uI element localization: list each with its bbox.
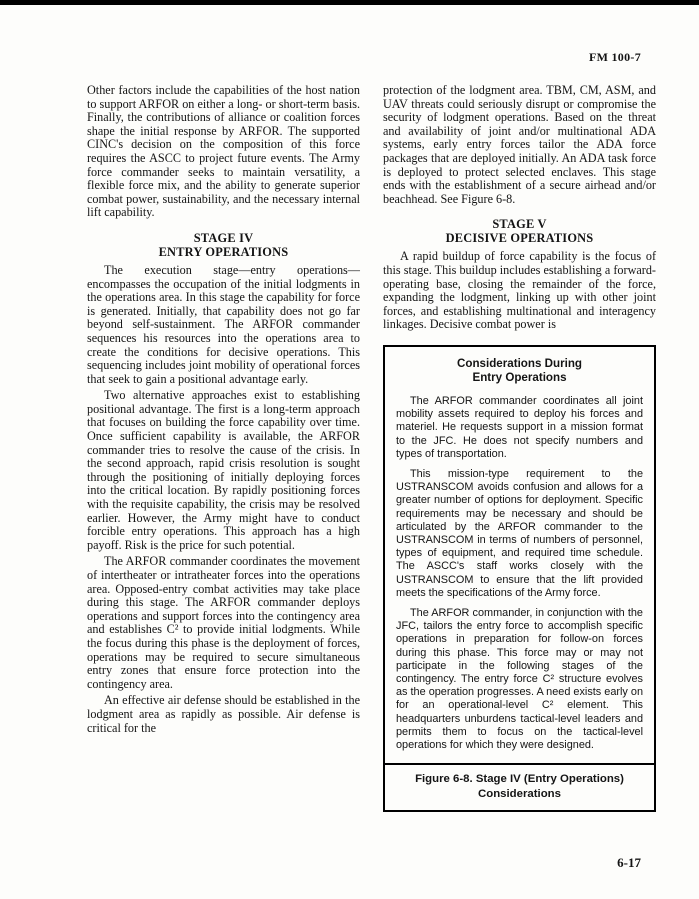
doc-reference: FM 100-7 — [588, 50, 641, 64]
considerations-box-body — [385, 347, 654, 763]
paragraph-execution-stage: The execution stage—entry operations—encompasses the occupation of the initial lodgments in the operations area. In this stage the capability for force is generated. Initially, that capability does not go far beyond self-sustainment. The ARFOR commander sequences his resources into the operations area to create the conditions for decisive operations. This sequencing includes joint mobility of operational forces that seek to gain a positional advantage early. — [87, 262, 360, 386]
left-column — [87, 84, 360, 735]
paragraph-lodgment-protection: protection of the lodgment area. TBM, CM, ASM, and UAV threats could seriously disrupt or compromise the security of lodgment operations. Based on the threat and availability of joint and/or multinational ADA systems, early entry forces tailor the ADA force packages that are deployed initially. An ADA task force is deployed to protect selected enclaves. This stage ends with the establishment of a secure airhead and/or beachhead. See Figure 6-8. — [383, 83, 656, 206]
figure-caption-line1: Figure 6-8. Stage IV (Entry Operations) — [415, 773, 624, 786]
considerations-box-title — [396, 357, 643, 386]
considerations-figure-box — [383, 345, 656, 812]
paragraph-rapid-buildup: A rapid buildup of force capability is the focus of this stage. This buildup includes establishing a forward-operating base, closing the remainder of the force, expanding the lodgment, linking up with other joint forces, and establishing multinational and interagency linkages. Decisive combat power is — [383, 249, 656, 332]
figure-caption — [385, 763, 654, 810]
scan-artifact-top-bar — [0, 0, 699, 5]
paragraph-air-defense: An effective air defense should be established in the lodgment area as rapidly as possible. Air defense is critical for the — [87, 693, 360, 735]
paragraph-two-approaches: Two alternative approaches exist to establishing positional advantage. The first is a long-term approach that focuses on building the force capability over time. Once sufficient capability is available, the ARFOR commander tries to resolve the cause of the crisis. In the second approach, rapid crisis resolution is sought through the positioning of initially deploying forces into the critical location. By rapidly positioning forces with the requisite capability, the crisis may be resolved earlier. However, the Army might have to conduct forcible entry operations. This approach has a high payoff. Risk is the price for such potential. — [87, 388, 360, 552]
paragraph-movement-coordination: The ARFOR commander coordinates the movement of intertheater or intratheater forces into the operations area. Opposed-entry combat activities may take place during this stage. The ARFOR commander deploys operations and support forces into the contingency area and establishes C² to provide initial lodgments. While the focus during this phase is the deployment of forces, operations may be required to secure simultaneous entry zones that ensure force protection into the contingency area. — [87, 554, 360, 691]
box-paragraph-mobility-assets: The ARFOR commander coordinates all joint mobility assets required to deploy his forces and materiel. He requests support in a mission format to the JFC. He does not specify numbers and types of transportation. — [396, 394, 643, 460]
figure-caption-line2: Considerations — [478, 787, 561, 800]
stage-v-heading-line2: DECISIVE OPERATIONS — [445, 231, 594, 246]
box-paragraph-entry-force: The ARFOR commander, in conjunction with the JFC, tailors the entry force to accomplish specific operations in preparation for follow-on forces during this phase. This force may or may not participate in the following stages of the contingency. The entry force C² structure evolves as the operation progresses. A need exists early on for an operational-level C² element. This headquarters unburdens tactical-level leaders and permits them to focus on the tactical-level operations for which they were designed. — [396, 606, 644, 751]
right-column — [383, 84, 656, 812]
box-paragraph-mission-type: This mission-type requirement to the USTRANSCOM avoids confusion and allows for a greater number of options for deployment. Specific requirements may be necessary and should be articulated by the ARFOR commander to the USTRANSCOM in terms of numbers of personnel, types of equipment, and required time schedule. The ASCC's staff works closely with the USTRANSCOM to ensure that the lift provided meets the specifications of the Army force. — [396, 467, 643, 599]
stage-iv-heading — [87, 231, 360, 259]
stage-v-heading — [383, 217, 656, 245]
page-number: 6-17 — [617, 855, 641, 870]
paragraph-host-nation: Other factors include the capabilities of the host nation to support ARFOR on either a long- or short-term basis. Finally, the contributions of alliance or coalition forces shape the initial response by ARFOR. The supported CINC's decision on the composition of this force requires the ASCC to project future events. The Army force commander seeks to maintain versatility, a flexible force mix, and the ability to generate superior combat power, sustainability, and the necessary internal lift capability. — [87, 83, 360, 220]
considerations-box-title-line1: Considerations During — [457, 356, 582, 370]
considerations-box-title-line2: Entry Operations — [472, 371, 567, 385]
stage-iv-heading-line1: STAGE IV — [193, 230, 254, 245]
stage-iv-heading-line2: ENTRY OPERATIONS — [158, 244, 289, 259]
stage-v-heading-line1: STAGE V — [492, 217, 547, 232]
